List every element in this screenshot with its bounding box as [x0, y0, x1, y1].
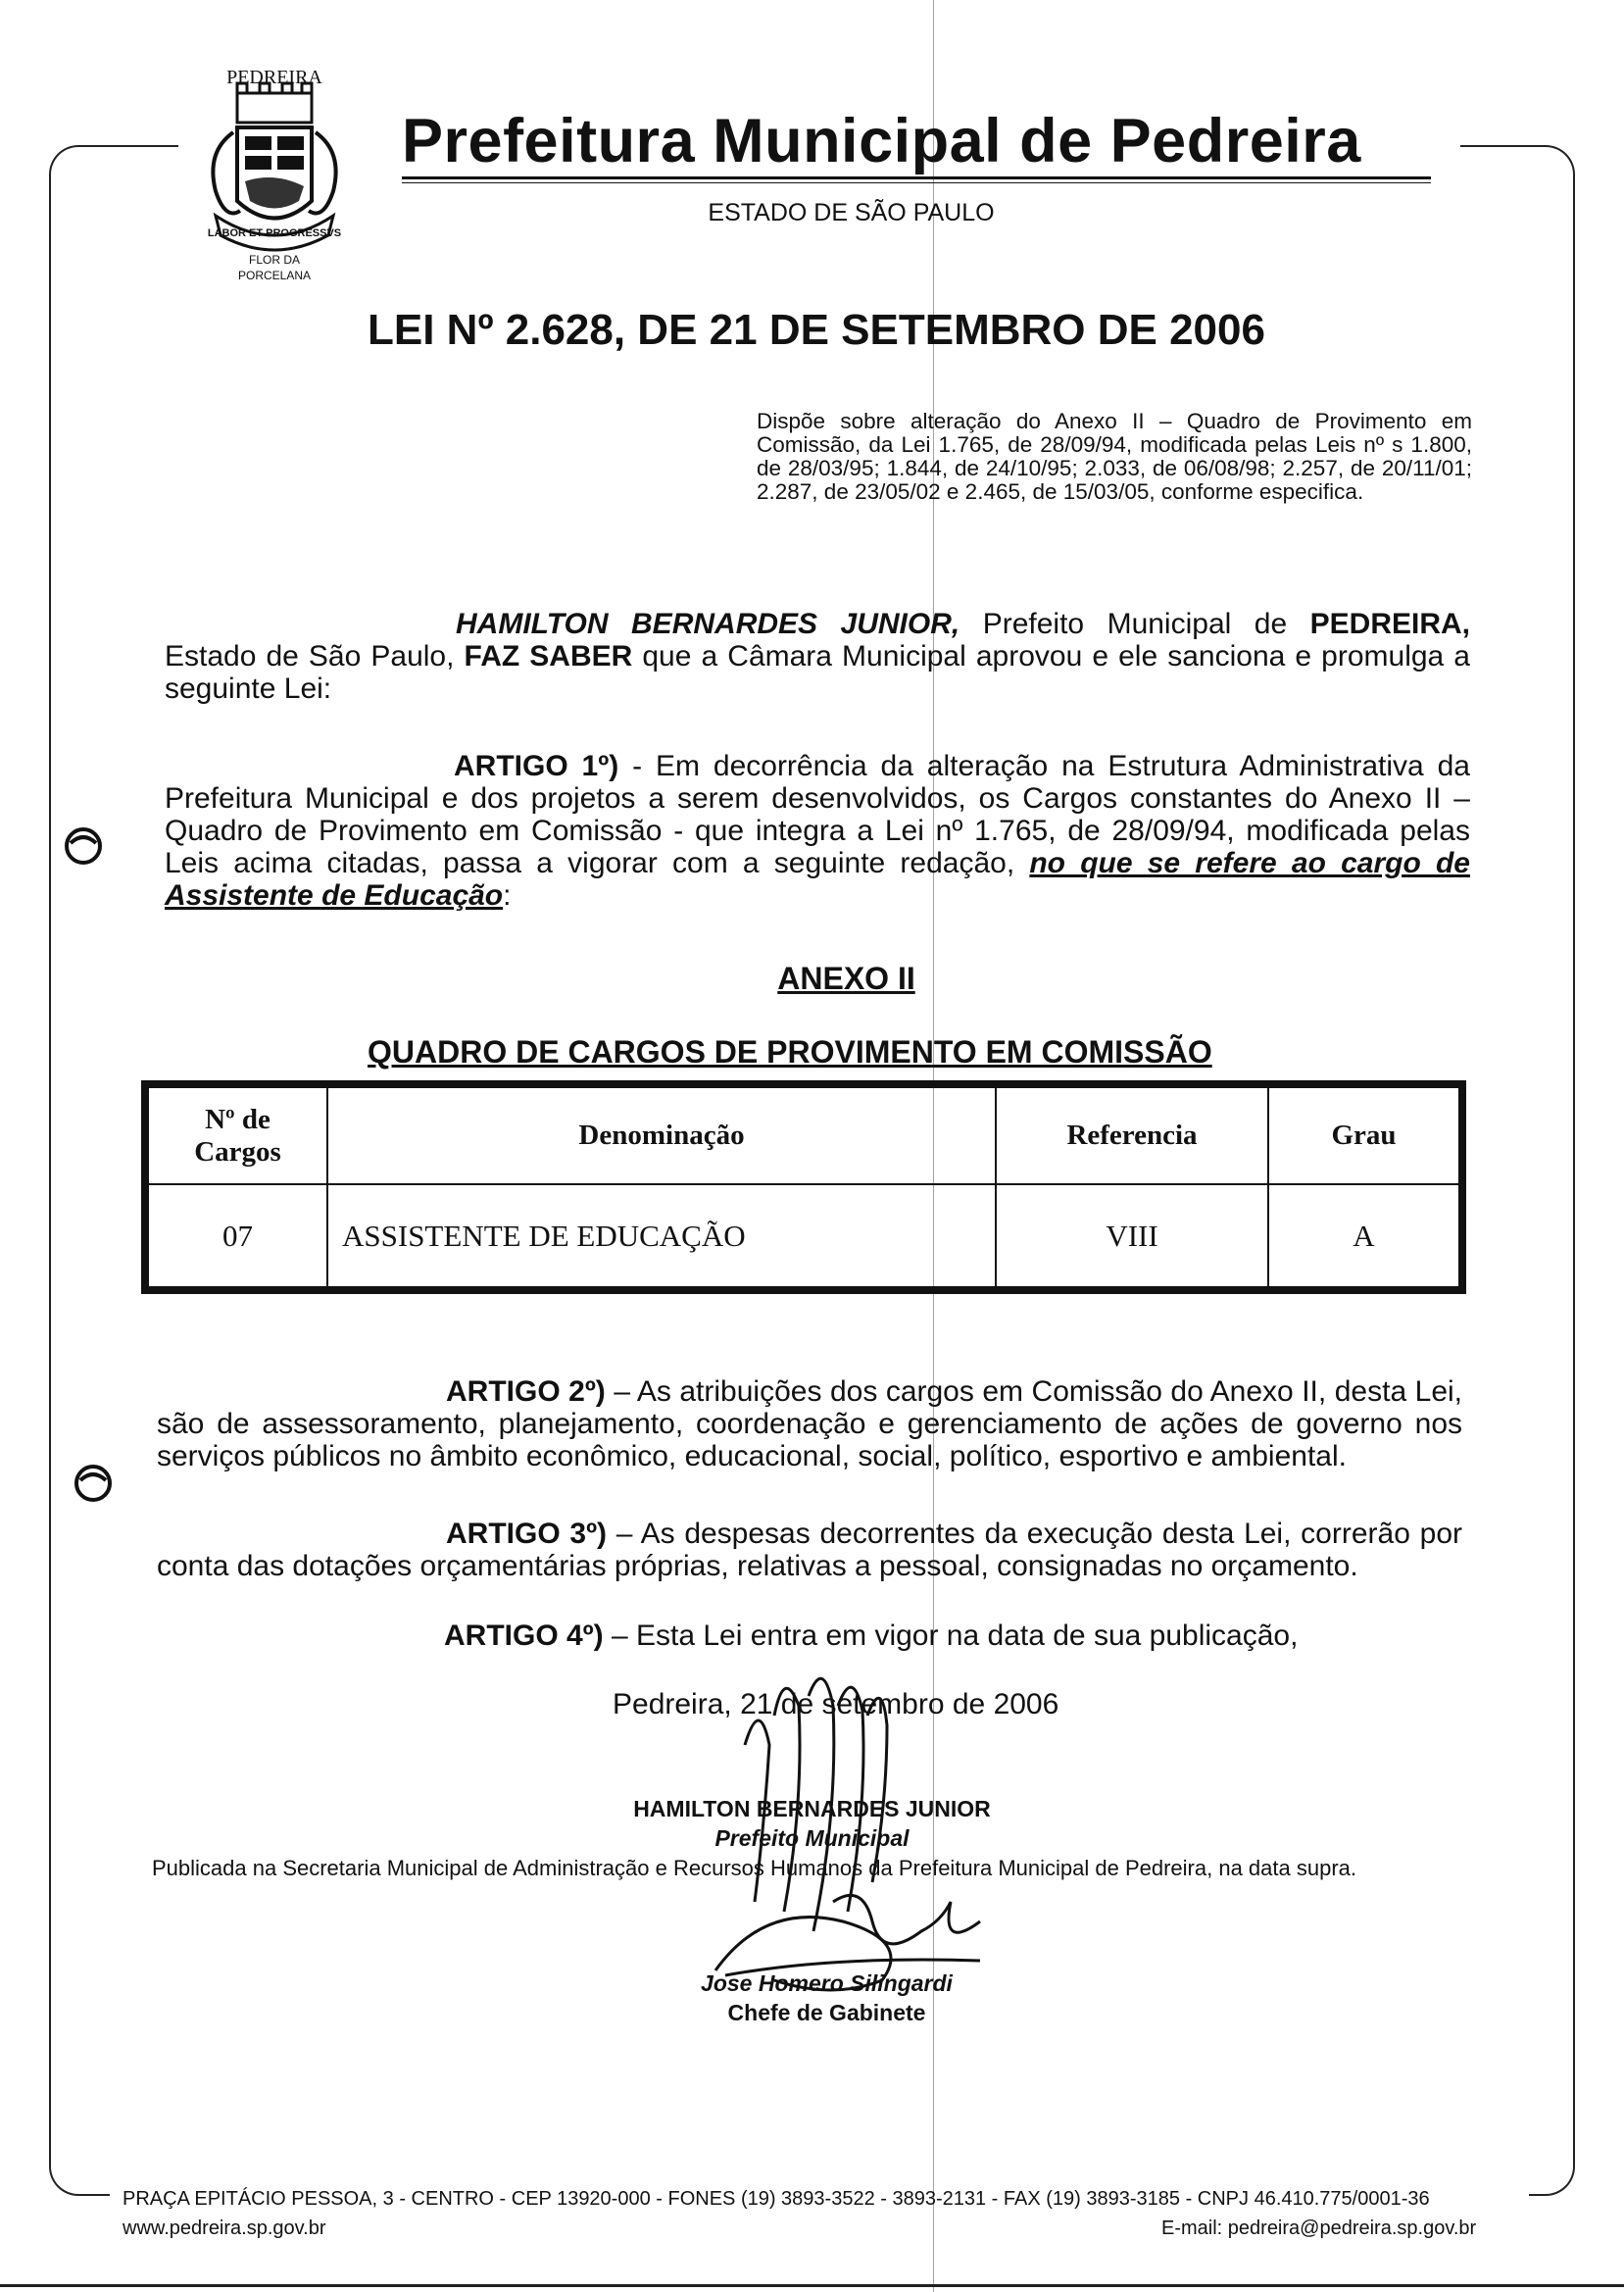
- article-label: ARTIGO 1º): [454, 750, 619, 782]
- svg-text:LABOR ET PROGRESSVS: LABOR ET PROGRESSVS: [207, 227, 342, 239]
- place-date: Pedreira, 21 de setembro de 2006: [613, 1688, 1059, 1720]
- positions-table: [141, 1080, 1466, 1294]
- annex-subtitle: QUADRO DE CARGOS DE PROVIMENTO EM COMISSÃO: [368, 1034, 1212, 1070]
- signature-icon: [686, 1863, 1000, 2010]
- footer-website: www.pedreira.sp.gov.br: [123, 2217, 326, 2239]
- frame-corner: [1529, 2165, 1575, 2196]
- footer-address: PRAÇA EPITÁCIO PESSOA, 3 - CENTRO - CEP 13920-000 - FONES (19) 3893-3522 - 3893-2131 - FAX (19) 3893-3185 - CNPJ 46.410.775/0001-36: [123, 2188, 1430, 2210]
- signer-name: HAMILTON BERNARDES JUNIOR: [633, 1796, 991, 1821]
- table-header: Grau: [1268, 1087, 1459, 1184]
- frame-border: [1573, 174, 1575, 2165]
- divider: [402, 182, 1431, 183]
- state-subtitle: ESTADO DE SÃO PAULO: [708, 199, 995, 226]
- article-3: ARTIGO 3º) – As despesas decorrentes da execução desta Lei, correrão por conta das dotações orçamentárias próprias, relativas a pessoal, consignadas no orçamento.: [157, 1518, 1462, 1582]
- svg-text:PEDREIRA: PEDREIRA: [226, 67, 322, 88]
- annex-title: ANEXO II: [777, 961, 915, 996]
- table-header-row: [148, 1087, 1459, 1184]
- table-cell: ASSISTENTE DE EDUCAÇÃO: [327, 1184, 996, 1287]
- mayor-name: HAMILTON BERNARDES JUNIOR,: [456, 608, 960, 640]
- svg-text:FLOR DA: FLOR DA: [248, 253, 301, 267]
- article-4: ARTIGO 4º) – Esta Lei entra em vigor na data de sua publicação,: [444, 1619, 1299, 1652]
- stamp-icon: [71, 1459, 116, 1504]
- chief-role: Chefe de Gabinete: [727, 2000, 926, 2025]
- table-cell: VIII: [996, 1184, 1268, 1287]
- article-label: ARTIGO 4º): [444, 1619, 604, 1652]
- scan-edge: [0, 2284, 1624, 2287]
- publication-note: Publicada na Secretaria Municipal de Administração e Recursos Humanos da Prefeitura Municipal de Pedreira, na data supra.: [152, 1856, 1357, 1880]
- stamp-icon: [61, 822, 106, 867]
- article-label: ARTIGO 3º): [446, 1518, 608, 1550]
- signer-role: Prefeito Municipal: [714, 1825, 910, 1851]
- article-label: ARTIGO 2º): [446, 1375, 606, 1408]
- table-header: Referencia: [996, 1087, 1268, 1184]
- law-title: LEI Nº 2.628, DE 21 DE SETEMBRO DE 2006: [368, 306, 1265, 354]
- law-summary: Dispõe sobre alteração do Anexo II – Quadro de Provimento em Comissão, da Lei 1.765, de 28/09/94, modificada pelas Leis nº s 1.800, de 28/03/95; 1.844, de 24/10/95; 2.033, de 06/08/98; 2.257, de 20/11/01; 2.287, de 23/05/02 e 2.465, de 15/03/05, conforme especifica.: [757, 409, 1472, 504]
- table-header: Nº de Cargos: [148, 1087, 327, 1184]
- article-2: ARTIGO 2º) – As atribuições dos cargos em Comissão do Anexo II, desta Lei, são de assessoramento, planejamento, coordenação e gerenciamento de ações de governo nos serviços públicos no âmbito econômico, educacional, social, político, esportivo e ambiental.: [157, 1375, 1462, 1472]
- divider: [402, 176, 1431, 179]
- table-cell: 07: [148, 1184, 327, 1287]
- coat-of-arms-icon: [176, 54, 372, 294]
- frame-corner: [49, 2165, 110, 2196]
- table-header: Denominação: [327, 1087, 996, 1184]
- footer-email: E-mail: pedreira@pedreira.sp.gov.br: [1161, 2217, 1477, 2239]
- frame-corner: [49, 145, 178, 176]
- intro-paragraph: HAMILTON BERNARDES JUNIOR, Prefeito Municipal de PEDREIRA, Estado de São Paulo, FAZ SABER que a Câmara Municipal aprovou e ele sanciona e promulga a seguinte Lei:: [165, 608, 1470, 705]
- frame-border: [49, 174, 51, 2165]
- table-cell: A: [1268, 1184, 1459, 1287]
- table-row: [148, 1184, 1459, 1287]
- svg-text:PORCELANA: PORCELANA: [237, 269, 312, 282]
- frame-corner: [1460, 145, 1575, 176]
- page-title: Prefeitura Municipal de Pedreira: [402, 107, 1361, 175]
- chief-name: Jose Homero Silingardi: [701, 1970, 953, 1996]
- article-1: ARTIGO 1º) - Em decorrência da alteração na Estrutura Administrativa da Prefeitura Municipal e dos projetos a serem desenvolvidos, os Cargos constantes do Anexo II – Quadro de Provimento em Comissão - que integra a Lei nº 1.765, de 28/09/94, modificada pelas Leis acima citadas, passa a vigorar com a seguinte redação, no que se refere ao cargo de Assistente de Educação:: [165, 750, 1470, 912]
